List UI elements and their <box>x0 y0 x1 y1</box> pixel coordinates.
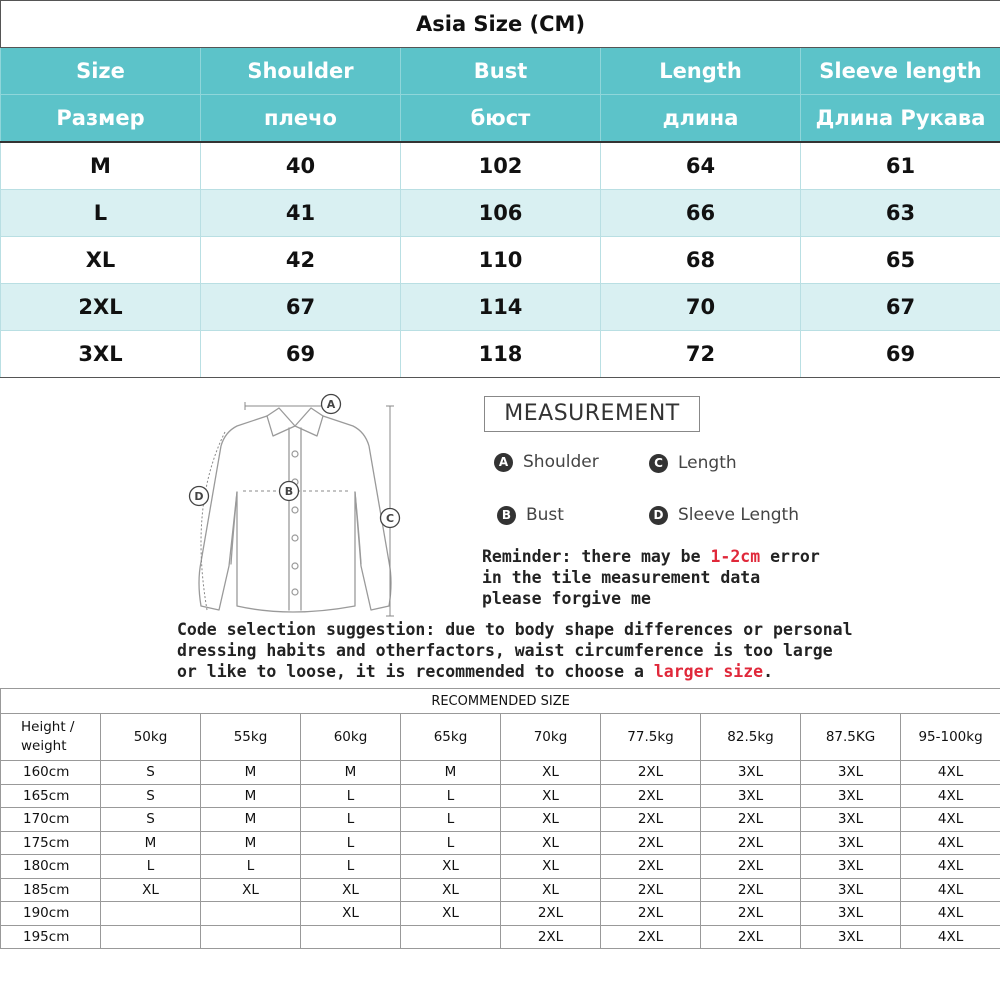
header-cell: Sleeve length <box>801 48 1000 95</box>
size-cell: 3XL <box>801 902 901 926</box>
table-cell: 2XL <box>1 284 201 331</box>
table-cell: 66 <box>601 190 801 237</box>
size-cell: L <box>401 808 501 832</box>
size-cell: 2XL <box>601 761 701 785</box>
size-cell: XL <box>401 878 501 902</box>
size-cell: XL <box>501 878 601 902</box>
marker-a: A <box>326 398 336 411</box>
size-cell: 2XL <box>601 925 701 949</box>
table-cell: 72 <box>601 331 801 378</box>
table-row <box>1 855 1000 879</box>
legend-label: Bust <box>526 505 564 525</box>
height-cell: 195cm <box>1 925 101 949</box>
size-cell <box>101 902 201 926</box>
table-cell: 106 <box>401 190 601 237</box>
size-cell: 2XL <box>701 831 801 855</box>
weight-header: 87.5KG <box>801 714 901 761</box>
table-cell: 42 <box>201 237 401 284</box>
table-cell: 40 <box>201 142 401 190</box>
size-cell: L <box>101 855 201 879</box>
size-cell: XL <box>401 902 501 926</box>
header-cell: Размер <box>1 95 201 143</box>
table-cell: 3XL <box>1 331 201 378</box>
size-cell: S <box>101 784 201 808</box>
table-cell: 69 <box>801 331 1000 378</box>
legend-length <box>649 453 737 473</box>
legend-label: Sleeve Length <box>678 505 799 525</box>
size-cell: XL <box>501 808 601 832</box>
size-cell: 3XL <box>801 855 901 879</box>
recommended-size-table <box>0 688 1000 949</box>
reminder-text <box>482 546 902 609</box>
marker-d: D <box>194 490 204 503</box>
size-cell: 2XL <box>701 855 801 879</box>
height-cell: 190cm <box>1 902 101 926</box>
size-cell: 2XL <box>701 878 801 902</box>
marker-a-badge: A <box>494 453 513 472</box>
size-cell: M <box>301 761 401 785</box>
table-cell: 61 <box>801 142 1000 190</box>
weight-header: 55kg <box>201 714 301 761</box>
size-cell: 2XL <box>601 855 701 879</box>
size-cell: L <box>301 784 401 808</box>
table-cell: 114 <box>401 284 601 331</box>
size-cell: 2XL <box>601 831 701 855</box>
size-cell: 3XL <box>801 761 901 785</box>
weight-header: 95-100kg <box>901 714 1000 761</box>
suggestion-larger-size: larger size <box>653 662 764 681</box>
reminder-text-part: Reminder: there may be <box>482 547 711 566</box>
size-cell <box>201 902 301 926</box>
header-cell: Size <box>1 48 201 95</box>
table-cell: L <box>1 190 201 237</box>
size-cell: L <box>301 831 401 855</box>
height-cell: 180cm <box>1 855 101 879</box>
header-cell: Bust <box>401 48 601 95</box>
height-cell: 185cm <box>1 878 101 902</box>
weight-header: 77.5kg <box>601 714 701 761</box>
size-cell: XL <box>501 761 601 785</box>
size-cell: 3XL <box>701 784 801 808</box>
size-cell: S <box>101 808 201 832</box>
size-cell <box>301 925 401 949</box>
size-cell: L <box>301 808 401 832</box>
table-cell: 102 <box>401 142 601 190</box>
size-cell: M <box>201 808 301 832</box>
size-cell: 2XL <box>701 902 801 926</box>
header-cell: Shoulder <box>201 48 401 95</box>
reminder-error-range: 1-2cm <box>710 547 761 566</box>
size-cell: 2XL <box>601 784 701 808</box>
size-cell: 2XL <box>601 902 701 926</box>
header-cell: бюст <box>401 95 601 143</box>
table-cell: XL <box>1 237 201 284</box>
suggestion-line: dressing habits and otherfactors, waist circumference is too large <box>177 641 833 660</box>
measurement-section <box>0 376 1000 686</box>
table-cell: 41 <box>201 190 401 237</box>
table-row <box>1 878 1000 902</box>
marker-c: C <box>385 512 395 525</box>
size-cell: 4XL <box>901 925 1000 949</box>
weight-header: 60kg <box>301 714 401 761</box>
size-table-title: Asia Size (CM) <box>1 1 1000 48</box>
size-cell: L <box>401 784 501 808</box>
size-cell: XL <box>301 878 401 902</box>
size-cell: 3XL <box>801 878 901 902</box>
marker-d-badge: D <box>649 506 668 525</box>
size-table-header-en <box>1 48 1000 95</box>
table-row <box>1 237 1000 284</box>
table-cell: 68 <box>601 237 801 284</box>
reminder-line: in the tile measurement data <box>482 568 761 587</box>
size-cell: 4XL <box>901 902 1000 926</box>
table-cell: M <box>1 142 201 190</box>
legend-bust <box>497 505 564 525</box>
size-cell: XL <box>401 855 501 879</box>
legend-shoulder <box>494 452 599 472</box>
size-cell <box>201 925 301 949</box>
reminder-line: please forgive me <box>482 589 651 608</box>
corner-label: weight <box>21 738 67 754</box>
table-row <box>1 331 1000 378</box>
weight-header: 65kg <box>401 714 501 761</box>
table-row <box>1 784 1000 808</box>
size-cell: 3XL <box>801 808 901 832</box>
size-cell: 4XL <box>901 808 1000 832</box>
header-cell: Length <box>601 48 801 95</box>
weight-header: 82.5kg <box>701 714 801 761</box>
suggestion-line: Code selection suggestion: due to body shape differences or personal <box>177 620 853 639</box>
table-cell: 67 <box>201 284 401 331</box>
size-cell: 2XL <box>701 925 801 949</box>
size-cell: 3XL <box>801 784 901 808</box>
marker-c-badge: C <box>649 454 668 473</box>
height-cell: 165cm <box>1 784 101 808</box>
weight-header: 70kg <box>501 714 601 761</box>
height-cell: 160cm <box>1 761 101 785</box>
header-cell: плечо <box>201 95 401 143</box>
weight-header: 50kg <box>101 714 201 761</box>
size-cell: M <box>401 761 501 785</box>
size-cell: 2XL <box>501 925 601 949</box>
size-cell: S <box>101 761 201 785</box>
table-row <box>1 142 1000 190</box>
size-cell: M <box>201 784 301 808</box>
table-cell: 65 <box>801 237 1000 284</box>
height-cell: 170cm <box>1 808 101 832</box>
measurement-title: MEASUREMENT <box>484 396 700 432</box>
legend-sleeve-length <box>649 505 799 525</box>
size-cell: 2XL <box>601 878 701 902</box>
reminder-text-part: error <box>760 547 820 566</box>
size-cell: M <box>101 831 201 855</box>
size-cell: 4XL <box>901 784 1000 808</box>
legend-label: Length <box>678 453 737 473</box>
size-cell: 4XL <box>901 878 1000 902</box>
header-cell: длина <box>601 95 801 143</box>
size-cell: XL <box>501 855 601 879</box>
table-row <box>1 902 1000 926</box>
size-cell: L <box>301 855 401 879</box>
size-cell: 4XL <box>901 831 1000 855</box>
table-row <box>1 831 1000 855</box>
height-cell: 175cm <box>1 831 101 855</box>
size-table <box>0 0 1000 378</box>
size-cell: 3XL <box>701 761 801 785</box>
size-cell: 4XL <box>901 761 1000 785</box>
legend-label: Shoulder <box>523 452 599 472</box>
size-cell <box>401 925 501 949</box>
table-row <box>1 925 1000 949</box>
table-row <box>1 190 1000 237</box>
suggestion-text-part: or like to loose, it is recommended to choose a <box>177 662 654 681</box>
marker-b-badge: B <box>497 506 516 525</box>
table-cell: 69 <box>201 331 401 378</box>
size-cell: 2XL <box>601 808 701 832</box>
table-cell: 110 <box>401 237 601 284</box>
size-cell: 2XL <box>701 808 801 832</box>
size-cell: M <box>201 831 301 855</box>
table-cell: 70 <box>601 284 801 331</box>
suggestion-text-part: . <box>763 662 774 681</box>
size-table-header-ru <box>1 95 1000 143</box>
table-row <box>1 808 1000 832</box>
marker-b: B <box>284 485 294 498</box>
table-cell: 67 <box>801 284 1000 331</box>
size-cell <box>101 925 201 949</box>
size-cell: XL <box>101 878 201 902</box>
table-cell: 64 <box>601 142 801 190</box>
table-row <box>1 284 1000 331</box>
recommended-header-row <box>1 714 1000 761</box>
size-cell: 4XL <box>901 855 1000 879</box>
size-suggestion-text <box>177 619 977 682</box>
size-cell: 3XL <box>801 831 901 855</box>
table-cell: 118 <box>401 331 601 378</box>
size-cell: 3XL <box>801 925 901 949</box>
recommended-size-title: RECOMMENDED SIZE <box>1 689 1000 714</box>
header-cell: Длина Рукава <box>801 95 1000 143</box>
size-cell: L <box>201 855 301 879</box>
size-cell: L <box>401 831 501 855</box>
corner-label: Height / <box>21 719 75 735</box>
size-cell: 2XL <box>501 902 601 926</box>
table-cell: 63 <box>801 190 1000 237</box>
size-cell: XL <box>301 902 401 926</box>
height-weight-corner <box>1 714 101 761</box>
size-cell: XL <box>201 878 301 902</box>
table-row <box>1 761 1000 785</box>
shirt-diagram-icon <box>175 384 415 619</box>
size-cell: XL <box>501 784 601 808</box>
size-cell: M <box>201 761 301 785</box>
size-cell: XL <box>501 831 601 855</box>
